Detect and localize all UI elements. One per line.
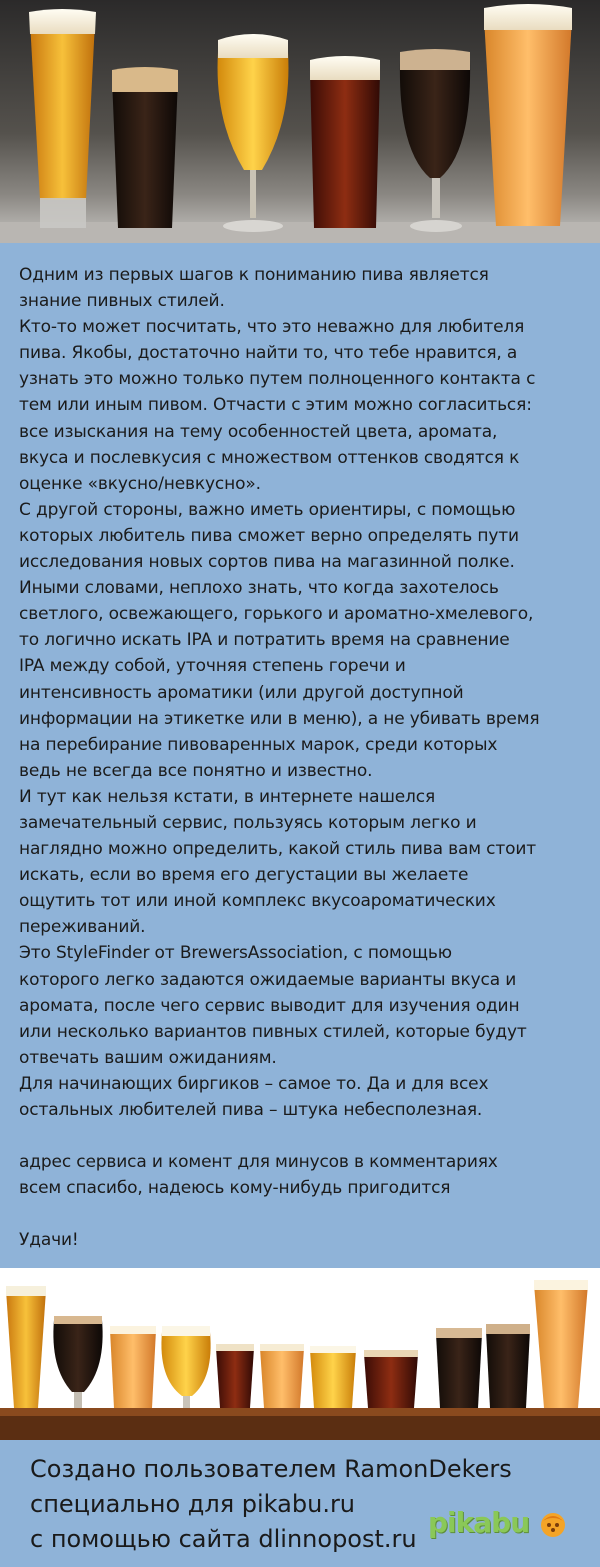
top-beer-glasses-image (0, 0, 600, 243)
top-beer-glasses-illustration (0, 0, 600, 243)
article-line: Одним из первых шагов к пониманию пива является (19, 265, 489, 285)
article-line: интенсивность ароматики (или другой доступной (19, 682, 464, 703)
footer-author-line: Создано пользователем RamonDekers (30, 1455, 512, 1483)
footer-credits (30, 1452, 512, 1557)
article-line: искать, если во время его дегустации вы желаете (19, 865, 469, 886)
article-line: или несколько вариантов пивных стилей, которые будут (19, 1021, 527, 1042)
article-line: адрес сервиса и комент для минусов в комментариях (19, 1152, 498, 1173)
article-line: светлого, освежающего, горького и ароматно-хмелевого, (19, 604, 534, 625)
article-line: Иными словами, неплохо знать, что когда захотелось (19, 578, 499, 599)
footer-source-line: с помощью сайта dlinnopost.ru (30, 1525, 417, 1553)
article-line: наглядно можно определить, какой стиль пива вам стоит (19, 839, 537, 860)
article-line: замечательный сервис, пользуясь которым легко и (19, 812, 477, 833)
article-line: Удачи! (19, 1230, 79, 1251)
article-line: всем спасибо, надеюсь кому-нибудь пригодится (19, 1178, 451, 1199)
article-line: вкуса и послевкусия с множеством оттенков сводятся к (19, 447, 520, 468)
article-line: информации на этикетке или в меню), а не убивать время (19, 708, 540, 729)
article-line: оценке «вкусно/невкусно». (19, 473, 261, 494)
footer-site-line: специально для pikabu.ru (30, 1490, 356, 1518)
article-line: отвечать вашим ожиданиям. (19, 1047, 277, 1068)
pikabu-logo-text[interactable]: pikabu (428, 1506, 530, 1539)
article-line: остальных любителей пива – штука небесполезная. (19, 1100, 483, 1120)
bottom-beer-glasses-illustration (0, 1268, 600, 1440)
article-line: аромата, после чего сервис выводит для изучения один (19, 995, 520, 1016)
article-line: на перебирание пивоваренных марок, среди которых (19, 734, 498, 755)
article-line: Это StyleFinder от BrewersAssociation, с помощью (19, 943, 452, 964)
article-line: узнать это можно только путем полноценного контакта с (19, 369, 536, 390)
article-line: С другой стороны, важно иметь ориентиры, с помощью (19, 499, 516, 520)
blank-line (19, 1201, 585, 1227)
footer (0, 1440, 600, 1567)
article-line: Для начинающих биргиков – самое то. Да и для всех (19, 1073, 489, 1094)
article-line: ведь не всегда все понятно и известно. (19, 760, 373, 781)
article-line: которых любитель пива сможет верно определять пути (19, 525, 519, 546)
article-line: исследования новых сортов пива на магазинной полке. (19, 552, 515, 573)
article-line: IPA между собой, уточняя степень горечи и (19, 656, 406, 677)
article-line: Кто-то может посчитать, что это неважно для любителя (19, 317, 525, 338)
article-line: которого легко задаются ожидаемые варианты вкуса и (19, 969, 517, 990)
article-line: то логично искать IPA и потратить время на сравнение (19, 630, 510, 651)
pikabu-logo-icon (538, 1508, 568, 1538)
bottom-beer-glasses-image (0, 1268, 600, 1440)
blank-line (19, 1123, 585, 1149)
article-line: ощутить тот или иной комплекс вкусоароматических (19, 891, 496, 912)
article-line: пива. Якобы, достаточно найти то, что тебе нравится, а (19, 343, 518, 364)
article-line: И тут как нельзя кстати, в интернете нашелся (19, 786, 436, 807)
article-line: все изыскания на тему особенностей цвета, аромата, (19, 421, 498, 442)
article-line: переживаний. (19, 917, 146, 938)
article-body (19, 262, 585, 1254)
article-line: тем или иным пивом. Отчасти с этим можно согласиться: (19, 395, 532, 416)
article-line: знание пивных стилей. (19, 291, 225, 312)
